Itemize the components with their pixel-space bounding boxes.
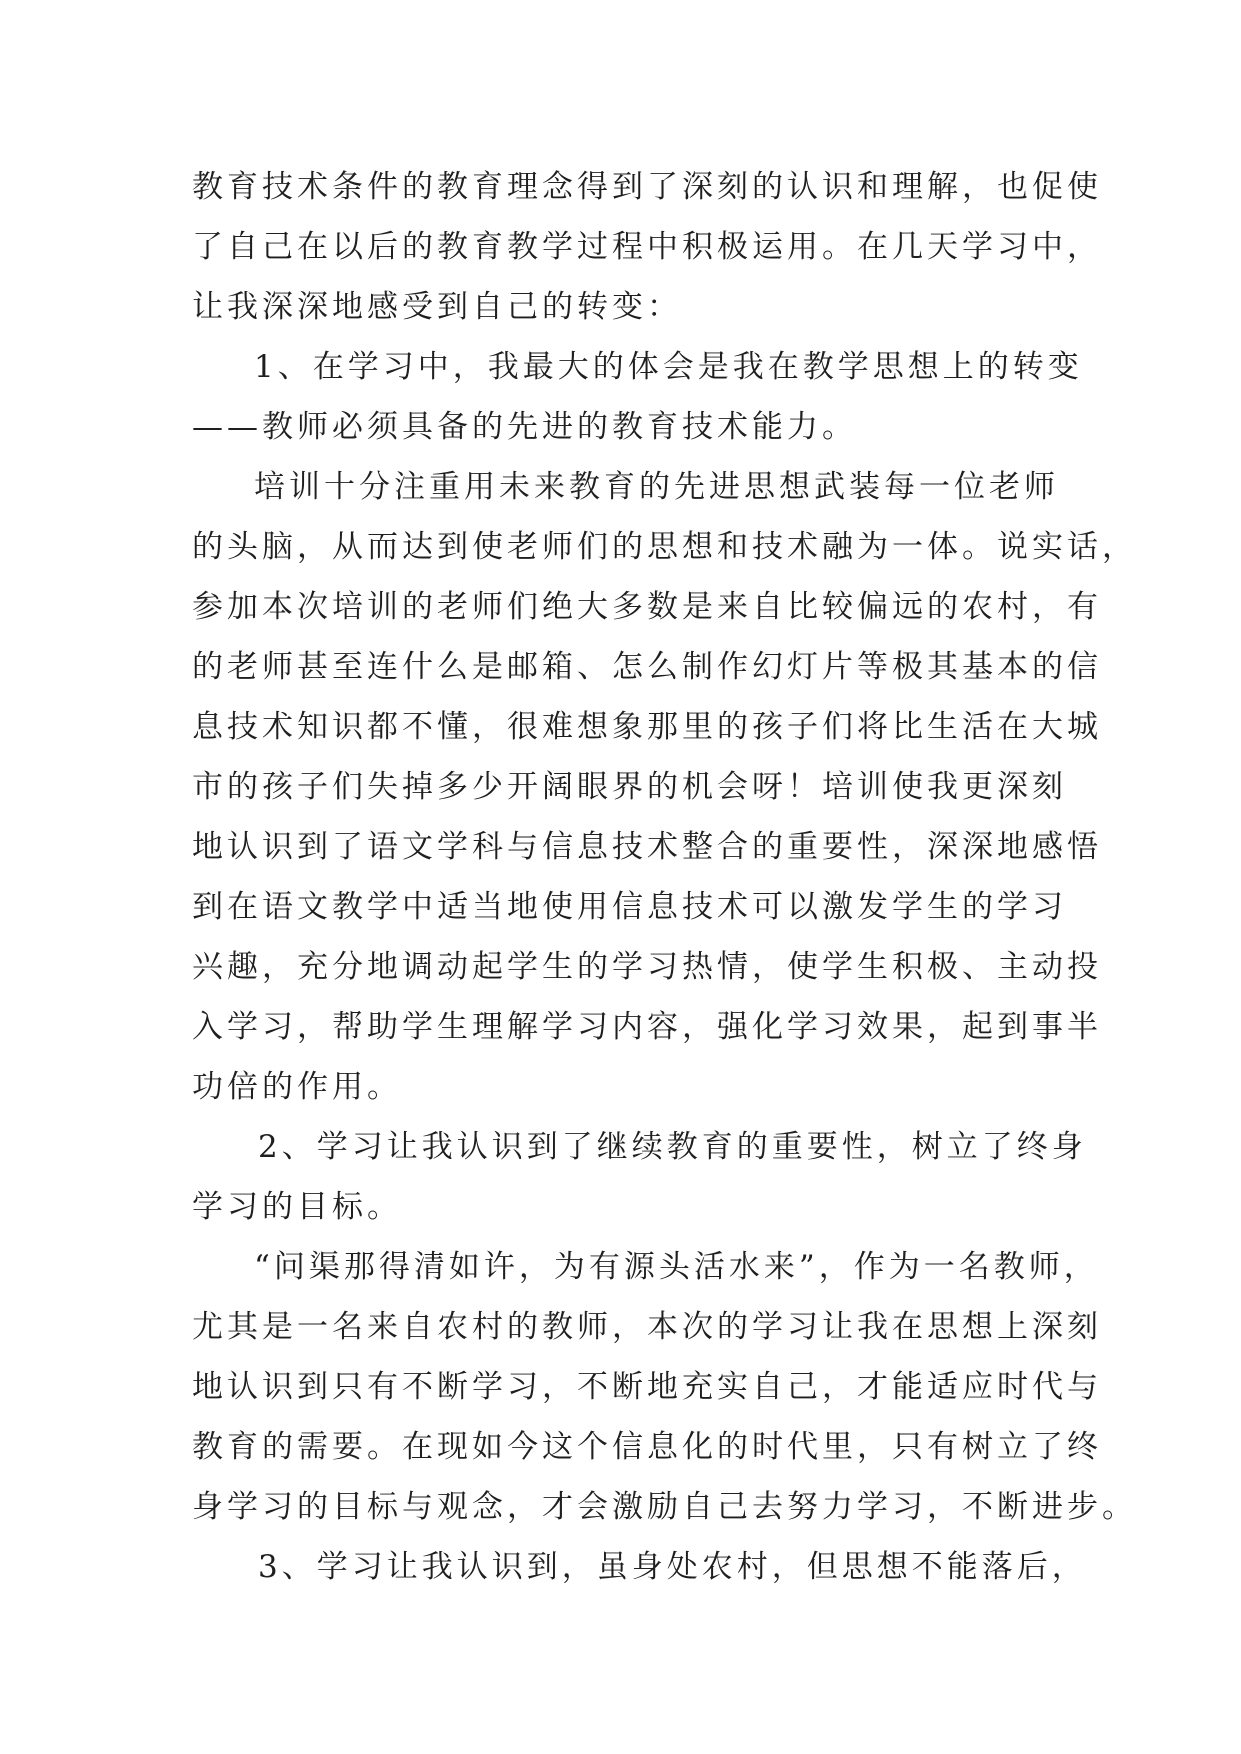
paragraph-start: “问渠那得清如许，为有源头活水来”，作为一名教师， xyxy=(254,1249,1099,1285)
text-line: 身学习的目标与观念，才会激励自己去努力学习，不断进步。 xyxy=(192,1489,1137,1525)
text-line: 让我深深地感受到自己的转变： xyxy=(192,289,682,325)
text-line: 息技术知识都不懂，很难想象那里的孩子们将比生活在大城 xyxy=(192,709,1102,745)
text-line: 兴趣，充分地调动起学生的学习热情，使学生积极、主动投 xyxy=(192,949,1102,985)
text-line: 地认识到了语文学科与信息技术整合的重要性，深深地感悟 xyxy=(192,829,1102,865)
text-line: 了自己在以后的教育教学过程中积极运用。在几天学习中， xyxy=(192,229,1102,265)
text-line: 参加本次培训的老师们绝大多数是来自比较偏远的农村，有 xyxy=(192,589,1102,625)
text-line: 教育技术条件的教育理念得到了深刻的认识和理解，也促使 xyxy=(192,169,1102,205)
text-line: 教育的需要。在现如今这个信息化的时代里，只有树立了终 xyxy=(192,1429,1102,1465)
text-line: 地认识到只有不断学习，不断地充实自己，才能适应时代与 xyxy=(192,1369,1102,1405)
text-line: ——教师必须具备的先进的教育技术能力。 xyxy=(192,409,857,445)
text-line: 到在语文教学中适当地使用信息技术可以激发学生的学习 xyxy=(192,889,1067,925)
text-line: 入学习，帮助学生理解学习内容，强化学习效果，起到事半 xyxy=(192,1009,1102,1045)
text-line: 尤其是一名来自农村的教师，本次的学习让我在思想上深刻 xyxy=(192,1309,1102,1345)
section-heading-2: 2、学习让我认识到了继续教育的重要性，树立了终身 xyxy=(258,1129,1087,1165)
text-line: 的头脑，从而达到使老师们的思想和技术融为一体。说实话， xyxy=(192,529,1137,565)
paragraph-start: 培训十分注重用未来教育的先进思想武装每一位老师 xyxy=(254,469,1059,505)
text-line: 学习的目标。 xyxy=(192,1189,402,1225)
text-line: 的老师甚至连什么是邮箱、怎么制作幻灯片等极其基本的信 xyxy=(192,649,1102,685)
text-line: 功倍的作用。 xyxy=(192,1069,402,1105)
section-heading-3: 3、学习让我认识到，虽身处农村，但思想不能落后， xyxy=(258,1549,1087,1585)
body-text xyxy=(192,157,1137,1597)
text-line: 市的孩子们失掉多少开阔眼界的机会呀！培训使我更深刻 xyxy=(192,769,1067,805)
section-heading-1: 1、在学习中，我最大的体会是我在教学思想上的转变 xyxy=(254,349,1083,385)
